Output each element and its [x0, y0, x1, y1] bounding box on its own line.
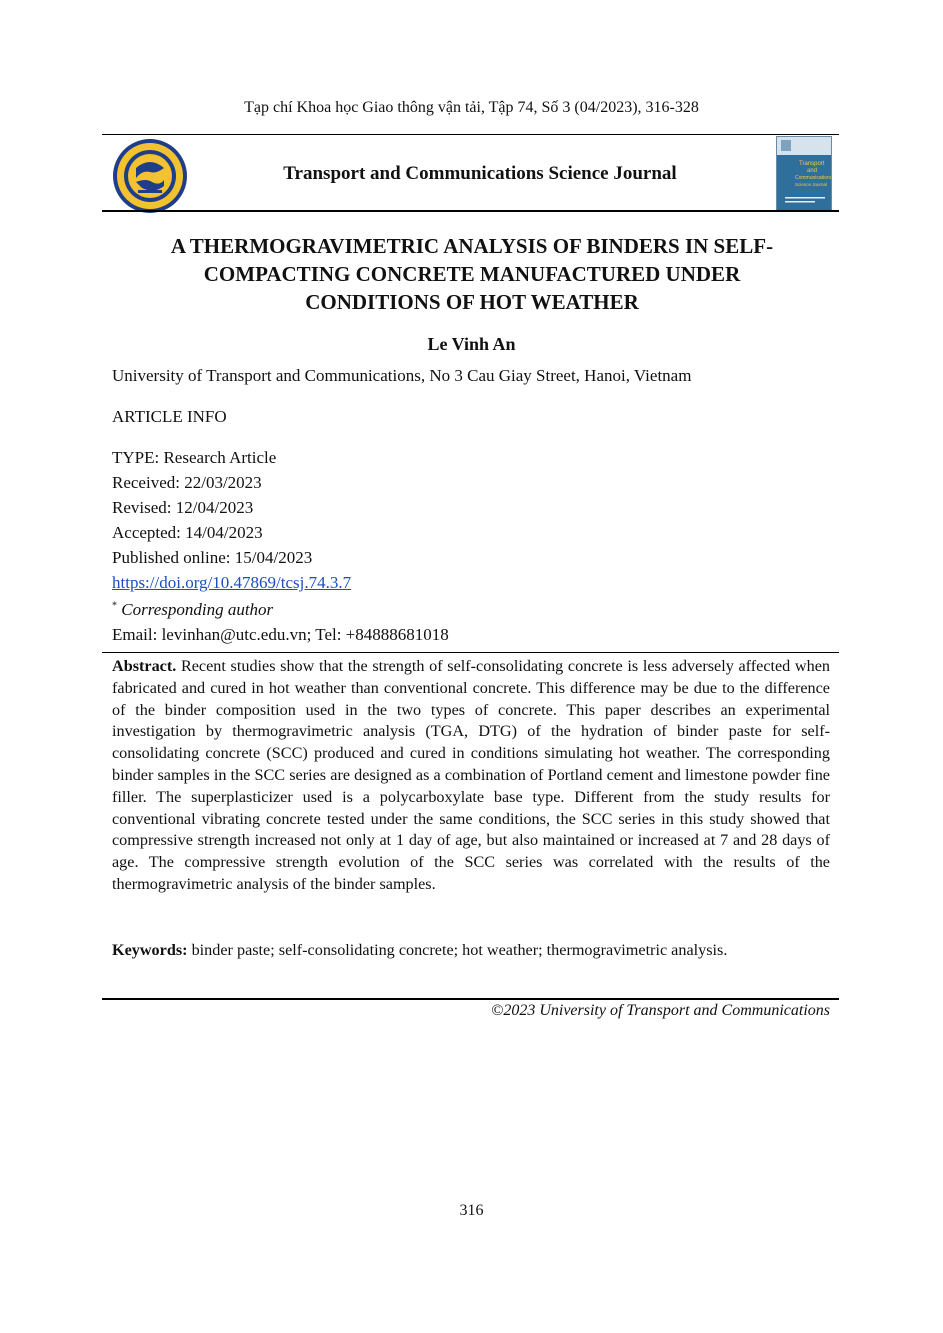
corresponding-label: Corresponding author [121, 600, 274, 619]
running-header: Tạp chí Khoa học Giao thông vận tải, Tập 74, Số 3 (04/2023), 316-328 [244, 99, 699, 116]
article-title-line-3: CONDITIONS OF HOT WEATHER [305, 290, 639, 314]
cover-line-4: Science Journal [795, 182, 828, 187]
university-logo [112, 138, 188, 214]
page-number: 316 [459, 1202, 484, 1219]
cover-line-1: Transport [799, 161, 825, 167]
abstract-top-rule [102, 652, 839, 653]
keywords [112, 940, 830, 962]
header-bottom-rule [102, 210, 839, 212]
contact-info: Email: levinhan@utc.edu.vn; Tel: +84888681018 [112, 625, 449, 644]
cover-line-2: and [807, 168, 818, 174]
abstract-text: Recent studies show that the strength of self-consolidating concrete is less adversely affected when fabricated and cured in hot weather than conventional concrete. This difference may be due to the difference of the binder composition used in the two types of concrete. This paper describes an experimental investigation by thermogravimetric analysis (TGA, DTG) of the hydration of binder paste for self-consolidating concrete (SCC) produced and cured in conditions simulating hot weather. The corresponding binder samples in the SCC series are designed as a combination of Portland cement and limestone powder fine filler. The superplasticizer used is a polycarboxylate base type. Different from the study results for conventional vibrating concrete tested under the same conditions, the SCC series in this study showed that compressive strength increased not only at 1 day of age, but also maintained or increased at 7 and 28 days of age. The compressive strength evolution of the SCC series was correlated with the results of the thermogravimetric analysis of the binder samples. [112, 657, 830, 893]
abstract-bottom-rule [102, 998, 839, 1000]
revised-date: Revised: 12/04/2023 [112, 498, 254, 517]
corresponding-mark: * [112, 600, 117, 612]
journal-cover-thumbnail [776, 136, 832, 212]
author-affiliation: University of Transport and Communications, No 3 Cau Giay Street, Hanoi, Vietnam [112, 366, 692, 385]
received-date: Received: 22/03/2023 [112, 473, 262, 492]
keywords-text: binder paste; self-consolidating concrete; hot weather; thermogravimetric analysis. [191, 941, 728, 959]
header-top-rule [102, 134, 839, 135]
article-title [112, 232, 832, 316]
article-title-line-2: COMPACTING CONCRETE MANUFACTURED UNDER [203, 262, 741, 286]
copyright-notice: ©2023 University of Transport and Communications [491, 1002, 830, 1019]
article-type: TYPE: Research Article [112, 448, 277, 467]
article-info-heading: ARTICLE INFO [112, 407, 227, 426]
abstract [112, 656, 830, 896]
published-date: Published online: 15/04/2023 [112, 548, 313, 567]
article-title-line-1: A THERMOGRAVIMETRIC ANALYSIS OF BINDERS IN SELF- [170, 234, 774, 258]
corresponding-author-note [112, 600, 273, 620]
journal-title: Transport and Communications Science Journal [283, 163, 677, 184]
abstract-label: Abstract. [112, 657, 177, 675]
keywords-label: Keywords: [112, 941, 188, 959]
doi-link[interactable]: https://doi.org/10.47869/tcsj.74.3.7 [112, 573, 352, 592]
author-name: Le Vinh An [427, 334, 516, 354]
accepted-date: Accepted: 14/04/2023 [112, 523, 263, 542]
cover-line-3: Communications [795, 175, 833, 181]
